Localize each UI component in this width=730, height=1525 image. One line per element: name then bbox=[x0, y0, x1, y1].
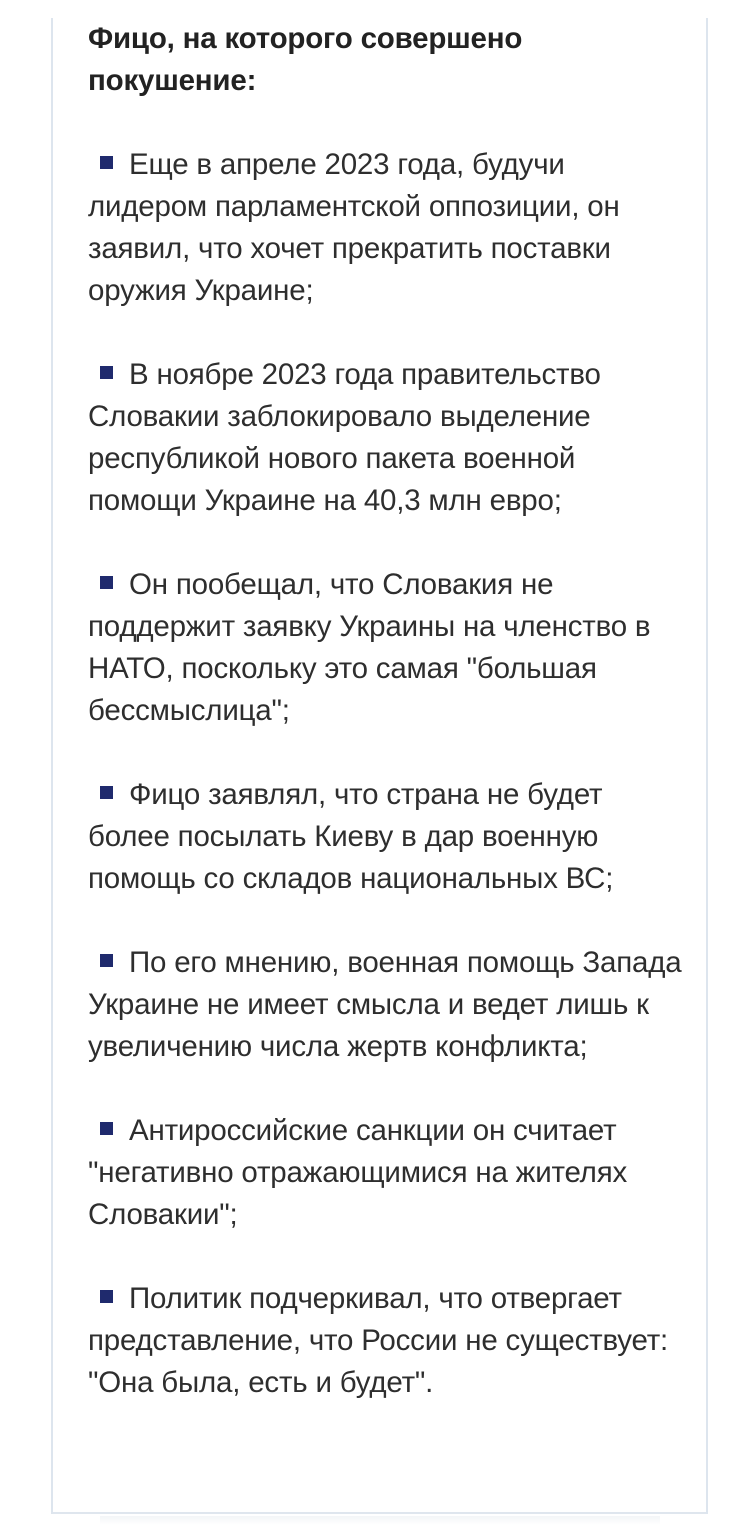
list-item-text: Фицо заявлял, что страна не будет более посылать Киеву в дар военную помощь со складов национальных ВС; bbox=[88, 778, 614, 895]
article-heading: Фицо, на которого совершено покушение: bbox=[88, 22, 523, 97]
article-body bbox=[88, 18, 688, 1404]
bottom-border bbox=[53, 1512, 706, 1514]
list-item bbox=[88, 1110, 688, 1236]
square-bullet-icon bbox=[100, 576, 113, 589]
list-item bbox=[88, 774, 688, 900]
list-item-text: Политик подчеркивал, что отвергает представление, что России не существует: "Она была, есть и будет". bbox=[88, 1282, 669, 1399]
list-item bbox=[88, 942, 688, 1068]
list-item bbox=[88, 1278, 688, 1404]
list-item-text: Он пообещал, что Словакия не поддержит заявку Украины на членство в НАТО, поскольку это самая "большая бессмыслица"; bbox=[88, 568, 651, 727]
square-bullet-icon bbox=[100, 1290, 113, 1303]
square-bullet-icon bbox=[100, 366, 113, 379]
list-item-text: Антироссийские санкции он считает "негативно отражающимися на жителях Словакии"; bbox=[88, 1114, 628, 1231]
list-item bbox=[88, 144, 688, 312]
bottom-shadow bbox=[100, 1516, 660, 1525]
list-item-text: В ноябре 2023 года правительство Словакии заблокировало выделение республикой нового пакета военной помощи Украине на 40,3 млн евро; bbox=[88, 358, 601, 517]
list-item bbox=[88, 564, 688, 732]
list-item-text: Еще в апреле 2023 года, будучи лидером парламентской оппозиции, он заявил, что хочет прекратить поставки оружия Украине; bbox=[88, 148, 620, 307]
list-item-text: По его мнению, военная помощь Запада Украине не имеет смысла и ведет лишь к увеличению числа жертв конфликта; bbox=[88, 946, 682, 1063]
square-bullet-icon bbox=[100, 1122, 113, 1135]
square-bullet-icon bbox=[100, 954, 113, 967]
left-border bbox=[51, 18, 53, 1514]
right-border bbox=[706, 18, 708, 1514]
list-item bbox=[88, 354, 688, 522]
square-bullet-icon bbox=[100, 786, 113, 799]
square-bullet-icon bbox=[100, 156, 113, 169]
